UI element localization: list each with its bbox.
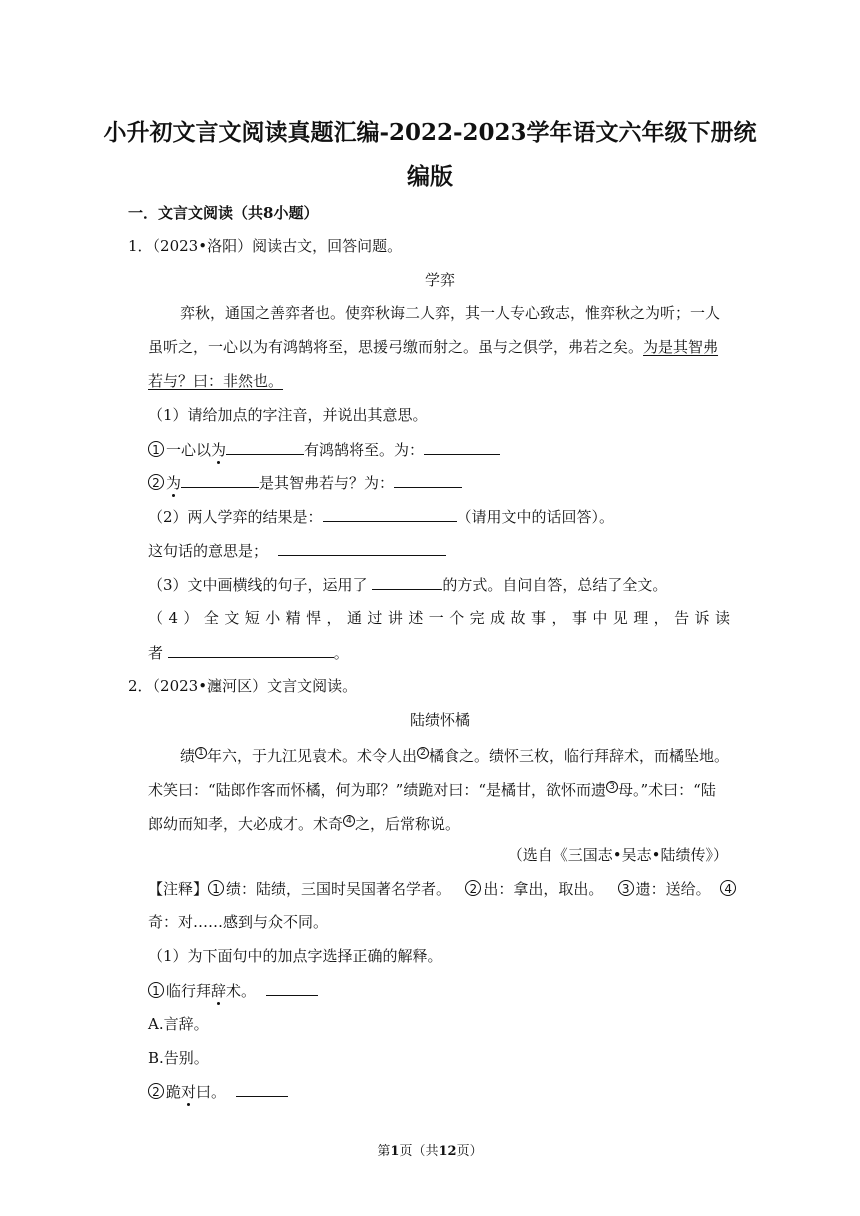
- q1-sub1-b: 2 为 是其智弗若与？为：: [148, 472, 462, 493]
- answer-blank[interactable]: [278, 540, 446, 556]
- q2-passage-line-2: 术笑曰：“陆郎作客而怀橘，何为耶？”绩跪对曰：“是橘甘，欲怀而遗 $^3$ 母。”术曰：“陆: [148, 781, 716, 799]
- circled-number: 2: [148, 1083, 164, 1099]
- circled-number: 2: [148, 474, 164, 490]
- dotted-char: 为: [211, 441, 227, 459]
- circled-number: 1: [148, 441, 164, 457]
- q1-passage-line-1: 弈秋，通国之善弈者也。使弈秋诲二人弈，其一人专心致志，惟弈秋之为听；一人: [180, 304, 721, 322]
- section-heading: 一．文言文阅读（共8小题）: [128, 204, 319, 222]
- q2-passage-title: 陆绩怀橘: [409, 711, 470, 729]
- q2-sub1: （1）为下面句中的加点字选择正确的解释。: [148, 947, 443, 965]
- answer-blank[interactable]: [323, 506, 457, 522]
- q2-header: 2．（2023•瀍河区）文言文阅读。: [128, 677, 358, 695]
- document-title: 小升初文言文阅读真题汇编-2022-2023学年语文六年级下册统: [103, 119, 757, 146]
- q2-sub1-b: 2 跪对曰。: [148, 1081, 288, 1102]
- q2-notes-cont: 奇：对……感到与众不同。: [148, 913, 329, 931]
- q2-option-b: B.告别。: [148, 1049, 209, 1067]
- q2-passage-line-3: 郎幼而知孝，大必成才。术奇 $^4$ 之，后常称说。: [148, 815, 461, 833]
- q1-sub2-b: 这句话的意思是；: [148, 540, 446, 561]
- q1-sub2: （2）两人学弈的结果是： （请用文中的话回答）。: [148, 508, 615, 526]
- q1-sub1: （1）请给加点的字注音，并说出其意思。: [148, 406, 428, 424]
- q2-notes: 【注释】 1 绩：陆绩，三国时吴国著名学者。 2 出：拿出，取出。 3 遗：送给。 4: [148, 879, 738, 899]
- note-marker: 3: [606, 781, 618, 793]
- answer-blank[interactable]: [181, 472, 259, 488]
- q2-option-a: A.言辞。: [148, 1015, 209, 1033]
- q2-sub1-a: 1 临行拜辞术。: [148, 980, 318, 1001]
- q1-passage-title: 学弈: [424, 271, 455, 289]
- q1-sub3: （3）文中画横线的句子，运用了 的方式。自问自答，总结了全文。: [148, 576, 668, 594]
- q1-underlined-sentence-a: 为是其智弗: [643, 338, 719, 356]
- note-marker: 1: [195, 747, 207, 759]
- answer-blank[interactable]: [226, 439, 304, 455]
- q1-sub1-a: 1 一心以为 有鸿鹄将至。为：: [148, 439, 500, 460]
- q1-passage-line-3: [148, 371, 283, 391]
- q1-sub4: （4）全文短小精悍，通过讲述一个完成故事，事中见理，告诉读: [148, 609, 730, 627]
- answer-blank[interactable]: [168, 642, 334, 658]
- dotted-char: 对: [181, 1083, 197, 1101]
- page-footer: 第1页（共12页）: [377, 1144, 483, 1159]
- dotted-char: 为: [166, 474, 182, 492]
- document-title-continued: 编版: [407, 163, 453, 190]
- answer-blank[interactable]: [236, 1081, 288, 1097]
- q1-sub4-b: 者 。: [148, 644, 349, 662]
- dotted-char: 辞: [211, 982, 227, 1000]
- answer-blank[interactable]: [372, 574, 442, 590]
- answer-blank[interactable]: [266, 980, 318, 996]
- note-marker: 4: [343, 815, 355, 827]
- q1-underlined-sentence-b: 若与？曰：非然也。: [148, 372, 284, 390]
- note-marker: 2: [417, 747, 429, 759]
- answer-blank[interactable]: [424, 439, 500, 455]
- circled-number: 1: [148, 982, 164, 998]
- q1-passage-line-2: 虽听之，一心以为有鸿鹄将至，思援弓缴而射之。虽与之俱学，弗若之矣。为是其智弗: [148, 338, 719, 356]
- answer-blank[interactable]: [394, 472, 462, 488]
- q1-header: 1．（2023•洛阳）阅读古文，回答问题。: [128, 237, 403, 255]
- q2-source: （选自《三国志•吴志•陆绩传》）: [507, 846, 728, 864]
- q2-passage-line-1: 绩 $^1$ 年六，于九江见袁术。术令人出 $^2$ 橘食之。绩怀三枚，临行拜辞术，而橘坠地。: [180, 747, 730, 765]
